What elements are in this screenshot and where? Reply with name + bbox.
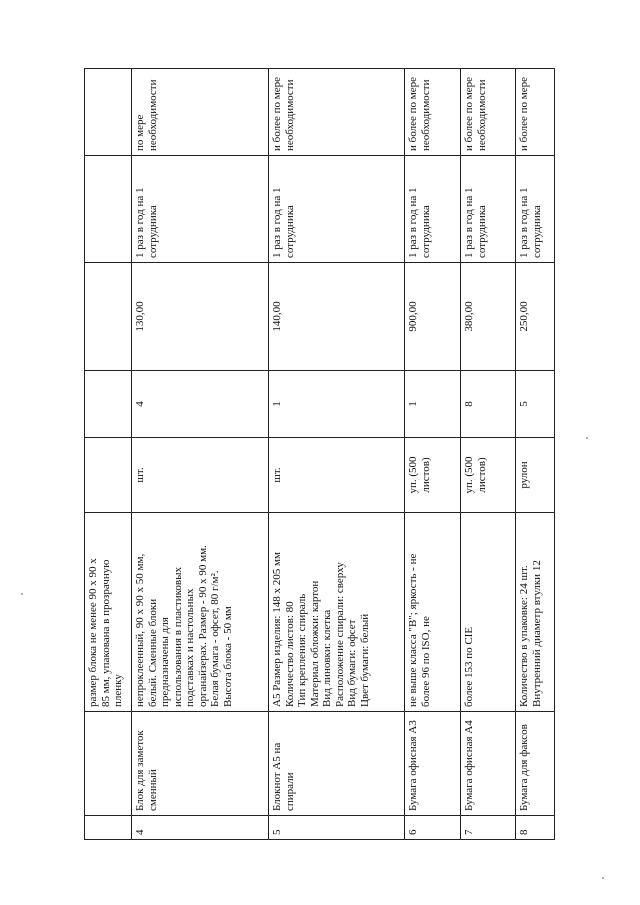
description-line: использования в пластиковых xyxy=(171,567,184,707)
cell-quantity: 1 xyxy=(269,371,405,438)
description-line: А5 Размер изделия: 148 х 205 мм xyxy=(271,552,283,707)
table-row xyxy=(85,69,132,840)
cell-note: и более по мере необходимости xyxy=(269,69,405,156)
description-line: белый. Сменные блоки xyxy=(146,598,159,707)
description-line: Количество листов: 80 xyxy=(283,601,296,707)
description-line: Количество в упаковке: 24 шт. xyxy=(518,565,530,707)
cell-number: 8 xyxy=(516,816,555,840)
cell-description xyxy=(85,513,132,712)
description-line: не выше класса "В"; яркость - не xyxy=(407,553,419,707)
cell-description xyxy=(405,513,461,712)
table-row xyxy=(269,69,405,840)
table-row xyxy=(132,69,269,840)
cell-price: 900,00 xyxy=(405,263,461,371)
cell-frequency: 1 раз в год на 1 сотрудника xyxy=(405,156,461,263)
cell-description xyxy=(132,513,269,712)
scan-speck xyxy=(602,877,604,879)
description-line: размер блока не менее 90 х 90 х xyxy=(87,558,99,707)
description-line: органайзерах. Размер - 90 х 90 мм. xyxy=(196,545,209,707)
cell-number: 7 xyxy=(461,816,516,840)
cell-quantity xyxy=(85,371,132,438)
cell-description xyxy=(461,513,516,712)
supplies-table xyxy=(84,68,555,840)
cell-quantity: 4 xyxy=(132,371,269,438)
cell-number: 5 xyxy=(269,816,405,840)
cell-quantity: 8 xyxy=(461,371,516,438)
description-line: 85 мм, упакована в прозрачную xyxy=(99,559,112,707)
description-line: Тип крепления: спираль xyxy=(296,593,308,707)
cell-price xyxy=(85,263,132,371)
table-row xyxy=(516,69,555,840)
description-line: более 96 по ISO, не xyxy=(419,616,432,707)
description-line: более 153 по CIE xyxy=(463,626,475,707)
cell-number: 6 xyxy=(405,816,461,840)
cell-name xyxy=(85,712,132,816)
cell-number xyxy=(85,816,132,840)
cell-quantity: 5 xyxy=(516,371,555,438)
cell-number: 4 xyxy=(132,816,269,840)
cell-note: и более по мере необходимости xyxy=(405,69,461,156)
cell-note xyxy=(85,69,132,156)
description-line: Расположение спирали: сверху xyxy=(333,562,346,707)
description-line: Цвет бумаги: белый xyxy=(358,613,371,707)
cell-name: Блок для заметок сменный xyxy=(132,712,269,816)
cell-quantity: 1 xyxy=(405,371,461,438)
cell-frequency: 1 раз в год на 1 сотрудника xyxy=(132,156,269,263)
cell-frequency: 1 раз в год на 1 сотрудника xyxy=(461,156,516,263)
cell-unit xyxy=(85,438,132,513)
cell-note: и более по мере необходимости xyxy=(461,69,516,156)
description-line: предназначены для xyxy=(159,617,171,707)
cell-price: 130,00 xyxy=(132,263,269,371)
cell-note: и более по мере xyxy=(516,69,555,156)
cell-unit: уп. (500 листов) xyxy=(461,438,516,513)
cell-name: Бумага офисная А3 xyxy=(405,712,461,816)
cell-name: Бумага для факсов xyxy=(516,712,555,816)
cell-unit: рулон xyxy=(516,438,555,513)
cell-unit: уп. (500 листов) xyxy=(405,438,461,513)
scan-speck xyxy=(586,437,588,439)
cell-name: Бумага офисная А4 xyxy=(461,712,516,816)
cell-price: 380,00 xyxy=(461,263,516,371)
cell-name: Блокнот А5 на спирали xyxy=(269,712,405,816)
description-line: Вид линовки: клетка xyxy=(321,609,333,707)
description-line: Белая бумага - офсет, 80 г/м². xyxy=(209,570,221,707)
description-line: пленку xyxy=(112,674,124,707)
description-line: непроклеенный, 90 х 90 х 50 мм, xyxy=(134,553,146,707)
cell-frequency: 1 раз в год на 1 сотрудника xyxy=(516,156,555,263)
cell-description xyxy=(516,513,555,712)
description-line: Внутренний диаметр втулки 12 xyxy=(530,560,543,707)
table-row xyxy=(461,69,516,840)
description-line: подставках и настольных xyxy=(184,588,196,707)
table-row xyxy=(405,69,461,840)
cell-frequency xyxy=(85,156,132,263)
cell-description xyxy=(269,513,405,712)
description-line: Высота блока - 50 мм xyxy=(221,606,234,707)
cell-note: по мере необходимости xyxy=(132,69,269,156)
scan-speck xyxy=(21,593,23,595)
cell-unit: шт. xyxy=(269,438,405,513)
cell-price: 250,00 xyxy=(516,263,555,371)
rotated-page xyxy=(84,77,543,840)
description-line: Материал обложки: картон xyxy=(308,580,321,707)
cell-unit: шт. xyxy=(132,438,269,513)
cell-price: 140,00 xyxy=(269,263,405,371)
description-line: Вид бумаги: офсет xyxy=(346,619,358,707)
cell-frequency: 1 раз в год на 1 сотрудника xyxy=(269,156,405,263)
